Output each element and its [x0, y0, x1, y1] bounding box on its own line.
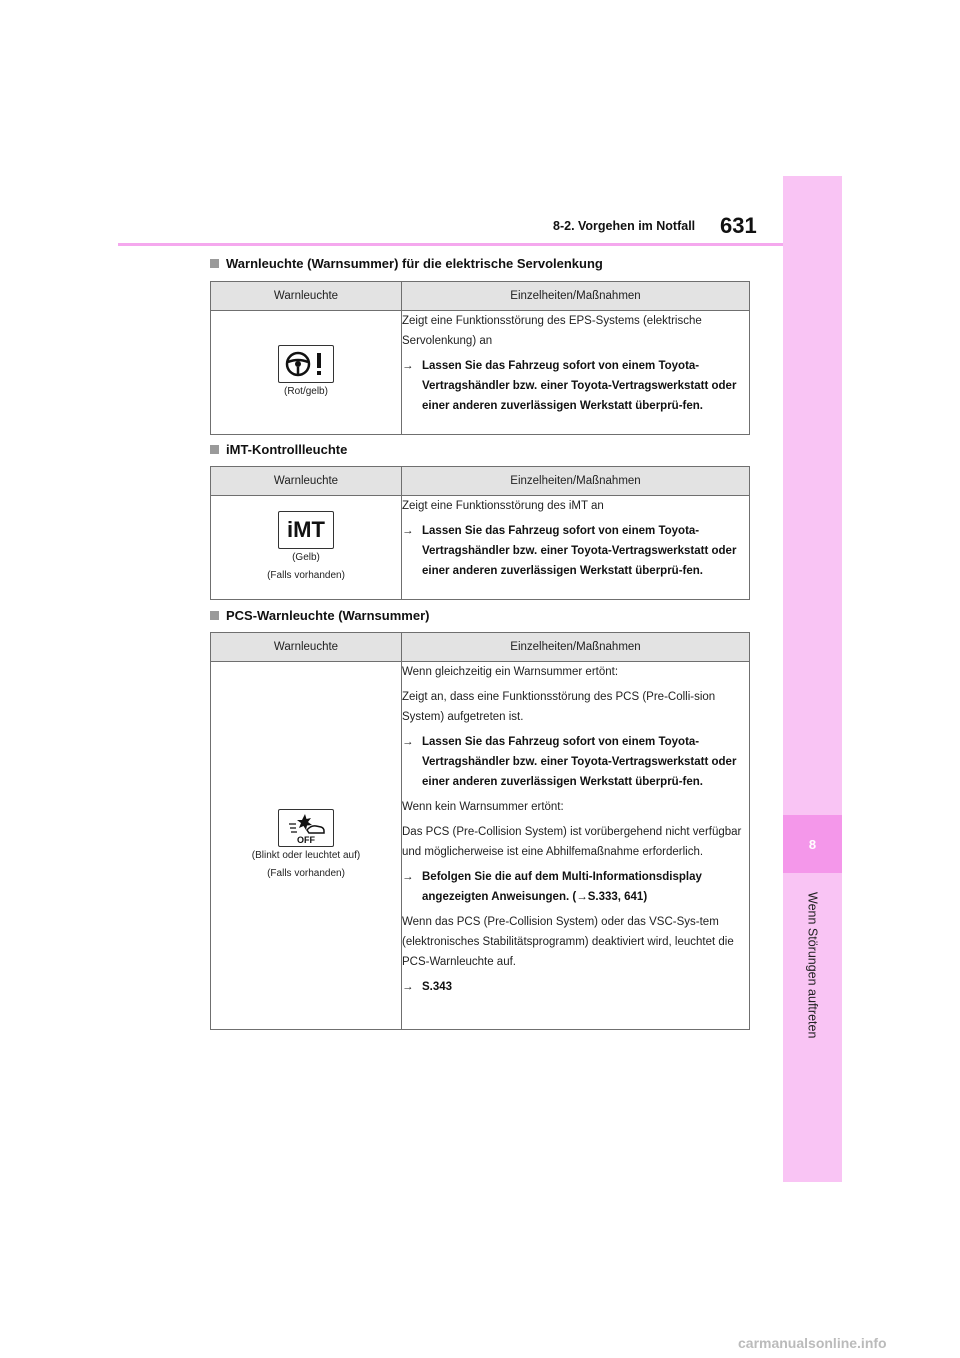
pcs-off-icon	[278, 809, 334, 847]
details-cell	[402, 496, 750, 600]
col-header-warnleuchte: Warnleuchte	[211, 633, 402, 662]
icon-cell	[211, 311, 402, 435]
col-header-warnleuchte: Warnleuchte	[211, 282, 402, 311]
section-title: 8-2. Vorgehen im Notfall	[553, 219, 696, 233]
page-reference-link[interactable]: → S.343	[402, 977, 749, 997]
icon-caption-availability: (Falls vorhanden)	[267, 569, 345, 581]
detail-text: Wenn kein Warnsummer ertönt:	[402, 801, 564, 813]
icon-cell	[211, 662, 402, 1030]
bullet-square-icon	[210, 611, 219, 620]
icon-caption: (Gelb)	[292, 551, 320, 563]
details-cell	[402, 662, 750, 1030]
detail-text: Zeigt eine Funktionsstörung des iMT an	[402, 500, 604, 512]
icon-caption-availability: (Falls vorhanden)	[267, 867, 345, 879]
action-item: → Befolgen Sie die auf dem Multi-Informationsdisplay angezeigten Anweisungen. (→S.333, 641)	[402, 867, 749, 907]
icon-caption: (Rot/gelb)	[284, 385, 328, 397]
detail-text: Das PCS (Pre-Collision System) ist vorübergehend nicht verfügbar und möglicherweise ist eine Abhilfemaßnahme erforderlich.	[402, 826, 742, 858]
detail-text: Wenn das PCS (Pre-Collision System) oder das VSC-Sys-tem (elektronisches Stabilitätsprogramm) deaktiviert wird, leuchtet die PCS-Warnleuchte auf.	[402, 916, 734, 968]
col-header-warnleuchte: Warnleuchte	[211, 467, 402, 496]
detail-text: Wenn gleichzeitig ein Warnsummer ertönt:	[402, 666, 619, 678]
imt-icon: iMT	[278, 511, 334, 549]
icon-cell	[211, 496, 402, 600]
col-header-details: Einzelheiten/Maßnahmen	[402, 467, 750, 496]
action-item: → Lassen Sie das Fahrzeug sofort von einem Toyota-Vertragshändler bzw. einer Toyota-Vertragswerkstatt oder einer anderen zuverlässigen Werkstatt überprü-fen.	[402, 732, 749, 792]
svg-text:OFF: OFF	[297, 834, 315, 844]
col-header-details: Einzelheiten/Maßnahmen	[402, 282, 750, 311]
section-heading-pcs: PCS-Warnleuchte (Warnsummer)	[210, 608, 429, 623]
bullet-square-icon	[210, 445, 219, 454]
arrow-icon: →	[402, 736, 414, 748]
site-watermark: carmanualsonline.info	[738, 1335, 887, 1351]
chapter-title: Wenn Störungen auftreten	[805, 892, 820, 1039]
imt-warning-table	[210, 466, 750, 600]
col-header-details: Einzelheiten/Maßnahmen	[402, 633, 750, 662]
action-item: → Lassen Sie das Fahrzeug sofort von einem Toyota-Vertragshändler bzw. einer Toyota-Vertragswerkstatt oder einer anderen zuverlässigen Werkstatt überprü-fen.	[402, 521, 749, 581]
detail-text: Zeigt an, dass eine Funktionsstörung des PCS (Pre-Colli-sion System) aufgetreten ist.	[402, 691, 716, 723]
arrow-icon: →	[402, 360, 414, 372]
details-cell	[402, 311, 750, 435]
section-heading-eps: Warnleuchte (Warnsummer) für die elektrische Servolenkung	[210, 256, 603, 271]
icon-caption: (Blinkt oder leuchtet auf)	[251, 849, 361, 861]
header-rule	[118, 243, 783, 246]
arrow-icon: →	[402, 981, 414, 993]
eps-warning-table	[210, 281, 750, 435]
pcs-warning-table	[210, 632, 750, 1030]
steering-warning-icon	[278, 345, 334, 383]
detail-text: Zeigt eine Funktionsstörung des EPS-Systems (elektrische Servolenkung) an	[402, 315, 702, 347]
bullet-square-icon	[210, 259, 219, 268]
action-item: → Lassen Sie das Fahrzeug sofort von einem Toyota-Vertragshändler bzw. einer Toyota-Vertragswerkstatt oder einer anderen zuverlässigen Werkstatt überprü-fen.	[402, 356, 749, 416]
arrow-icon: →	[402, 871, 414, 883]
chapter-number: 8	[783, 815, 842, 873]
arrow-icon: →	[402, 525, 414, 537]
page-number: 631	[720, 213, 757, 238]
section-heading-imt: iMT-Kontrollleuchte	[210, 442, 347, 457]
